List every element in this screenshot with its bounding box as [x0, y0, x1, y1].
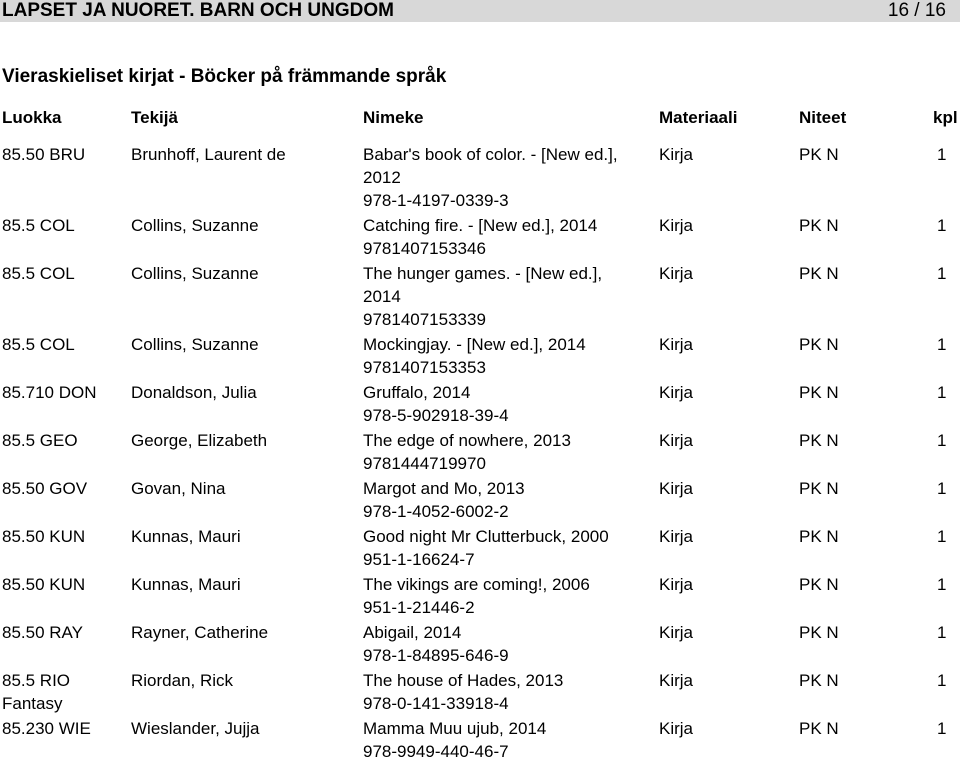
table-row	[0, 525, 960, 573]
title-line: 9781407153339	[363, 310, 486, 329]
table-row	[0, 573, 960, 621]
table-row	[0, 262, 960, 333]
table-row	[0, 621, 960, 669]
column-header-count: kpl	[933, 108, 958, 127]
cell-material: Kirja	[659, 335, 694, 354]
cell-class	[2, 214, 75, 237]
cell-site: PK N	[799, 479, 839, 498]
title-line: Abigail, 2014	[363, 623, 462, 642]
cell-count: 1	[937, 527, 947, 546]
cell-count: 1	[937, 671, 947, 690]
cell-material: Kirja	[659, 527, 694, 546]
title-line: The hunger games. - [New ed.],	[363, 264, 603, 283]
cell-title	[363, 621, 509, 667]
class-line: 85.5 COL	[2, 264, 75, 283]
cell-site: PK N	[799, 145, 839, 164]
cell-title	[363, 429, 571, 475]
cell-author: Wieslander, Jujja	[131, 719, 260, 738]
class-line: 85.50 GOV	[2, 479, 88, 498]
page-header	[0, 0, 960, 22]
title-line: Good night Mr Clutterbuck, 2000	[363, 527, 609, 546]
title-line: The vikings are coming!, 2006	[363, 575, 590, 594]
class-line: 85.50 KUN	[2, 575, 86, 594]
title-line: 978-1-84895-646-9	[363, 646, 509, 665]
column-header-material: Materiaali	[659, 108, 738, 127]
class-line: 85.5 RIO	[2, 671, 71, 690]
cell-title	[363, 525, 609, 571]
cell-class	[2, 429, 78, 452]
cell-title	[363, 143, 618, 212]
cell-count: 1	[937, 431, 947, 450]
cell-title	[363, 214, 597, 260]
title-line: Mockingjay. - [New ed.], 2014	[363, 335, 586, 354]
cell-material: Kirja	[659, 671, 694, 690]
cell-author: Kunnas, Mauri	[131, 527, 241, 546]
cell-site: PK N	[799, 623, 839, 642]
cell-site: PK N	[799, 335, 839, 354]
title-line: 978-9949-440-46-7	[363, 742, 509, 761]
cell-material: Kirja	[659, 216, 694, 235]
title-line: 2014	[363, 287, 401, 306]
cell-title	[363, 669, 563, 715]
cell-material: Kirja	[659, 145, 694, 164]
class-line: 85.50 KUN	[2, 527, 86, 546]
cell-site: PK N	[799, 719, 839, 738]
cell-count: 1	[937, 383, 947, 402]
cell-count: 1	[937, 145, 947, 164]
cell-site: PK N	[799, 383, 839, 402]
cell-material: Kirja	[659, 623, 694, 642]
title-line: 978-5-902918-39-4	[363, 406, 509, 425]
cell-title	[363, 717, 546, 763]
cell-author: Collins, Suzanne	[131, 264, 259, 283]
cell-count: 1	[937, 719, 947, 738]
cell-title	[363, 262, 602, 331]
table-row	[0, 717, 960, 765]
title-line: Margot and Mo, 2013	[363, 479, 525, 498]
class-line: 85.50 RAY	[2, 623, 83, 642]
title-line: The house of Hades, 2013	[363, 671, 564, 690]
class-line: Fantasy	[2, 694, 63, 713]
cell-material: Kirja	[659, 719, 694, 738]
title-line: 978-0-141-33918-4	[363, 694, 509, 713]
cell-author: George, Elizabeth	[131, 431, 268, 450]
title-line: Mamma Muu ujub, 2014	[363, 719, 547, 738]
book-list	[0, 143, 960, 765]
cell-title	[363, 333, 586, 379]
class-line: 85.5 COL	[2, 335, 75, 354]
column-header-class: Luokka	[2, 108, 62, 127]
cell-author: Brunhoff, Laurent de	[131, 145, 286, 164]
cell-class	[2, 262, 75, 285]
cell-title	[363, 573, 590, 619]
title-line: Gruffalo, 2014	[363, 383, 471, 402]
cell-material: Kirja	[659, 264, 694, 283]
column-header-title: Nimeke	[363, 108, 424, 127]
cell-site: PK N	[799, 575, 839, 594]
title-line: Babar's book of color. - [New ed.],	[363, 145, 618, 164]
cell-count: 1	[937, 479, 947, 498]
title-line: 951-1-21446-2	[363, 598, 475, 617]
title-line: Catching fire. - [New ed.], 2014	[363, 216, 598, 235]
cell-class	[2, 333, 75, 356]
column-header-site: Niteet	[799, 108, 847, 127]
report-title: LAPSET JA NUORET. BARN OCH UNGDOM	[2, 0, 394, 21]
cell-class	[2, 669, 70, 715]
class-line: 85.5 GEO	[2, 431, 78, 450]
cell-count: 1	[937, 575, 947, 594]
section-title: Vieraskieliset kirjat - Böcker på främmande språk	[2, 66, 447, 87]
title-line: 951-1-16624-7	[363, 550, 475, 569]
cell-class	[2, 525, 85, 548]
cell-material: Kirja	[659, 431, 694, 450]
cell-class	[2, 621, 83, 644]
cell-author: Riordan, Rick	[131, 671, 234, 690]
column-header-author: Tekijä	[131, 108, 178, 127]
cell-site: PK N	[799, 431, 839, 450]
table-row	[0, 214, 960, 262]
title-line: 9781444719970	[363, 454, 486, 473]
cell-author: Collins, Suzanne	[131, 216, 259, 235]
table-row	[0, 381, 960, 429]
cell-material: Kirja	[659, 575, 694, 594]
table-row	[0, 429, 960, 477]
class-line: 85.50 BRU	[2, 145, 86, 164]
cell-author: Collins, Suzanne	[131, 335, 259, 354]
cell-site: PK N	[799, 264, 839, 283]
page-number: 16 / 16	[887, 0, 946, 21]
cell-title	[363, 381, 509, 427]
table-row	[0, 333, 960, 381]
cell-author: Govan, Nina	[131, 479, 226, 498]
cell-site: PK N	[799, 671, 839, 690]
cell-site: PK N	[799, 216, 839, 235]
cell-author: Kunnas, Mauri	[131, 575, 241, 594]
cell-class	[2, 381, 97, 404]
class-line: 85.230 WIE	[2, 719, 91, 738]
title-line: 9781407153353	[363, 358, 486, 377]
cell-title	[363, 477, 525, 523]
title-line: 978-1-4052-6002-2	[363, 502, 509, 521]
class-line: 85.710 DON	[2, 383, 97, 402]
cell-material: Kirja	[659, 383, 694, 402]
cell-class	[2, 143, 85, 166]
table-row	[0, 143, 960, 214]
title-line: 2012	[363, 168, 401, 187]
title-line: The edge of nowhere, 2013	[363, 431, 571, 450]
title-line: 9781407153346	[363, 239, 486, 258]
cell-count: 1	[937, 335, 947, 354]
cell-class	[2, 717, 91, 740]
cell-author: Donaldson, Julia	[131, 383, 257, 402]
cell-material: Kirja	[659, 479, 694, 498]
cell-class	[2, 573, 85, 596]
table-row	[0, 669, 960, 717]
class-line: 85.5 COL	[2, 216, 75, 235]
cell-count: 1	[937, 264, 947, 283]
cell-class	[2, 477, 87, 500]
cell-site: PK N	[799, 527, 839, 546]
title-line: 978-1-4197-0339-3	[363, 191, 509, 210]
cell-author: Rayner, Catherine	[131, 623, 269, 642]
cell-count: 1	[937, 623, 947, 642]
cell-count: 1	[937, 216, 947, 235]
table-row	[0, 477, 960, 525]
